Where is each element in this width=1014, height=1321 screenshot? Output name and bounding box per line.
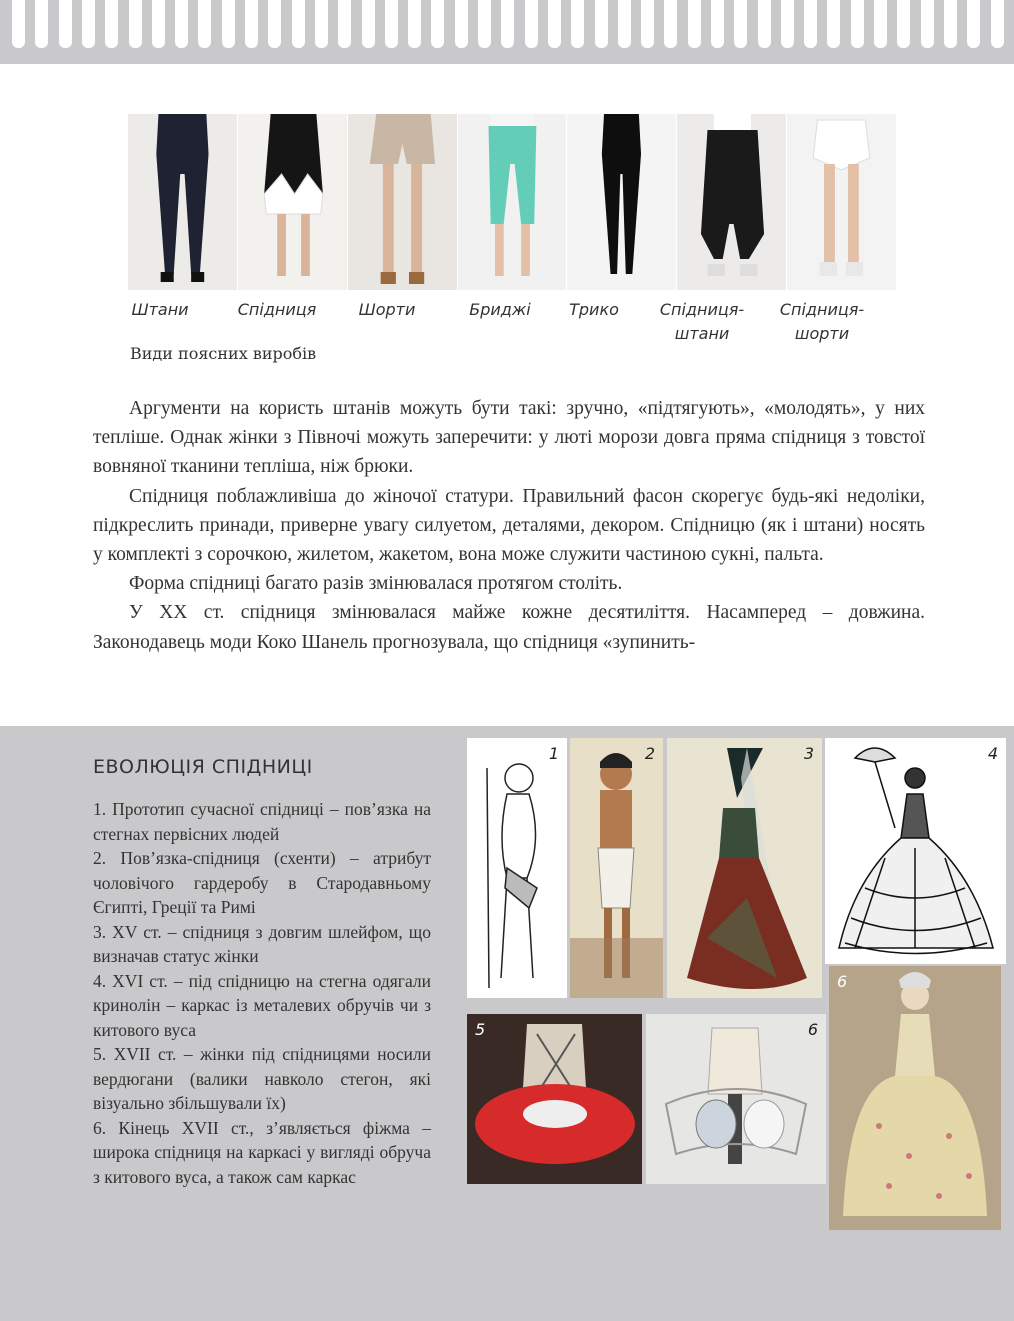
- binding-tab: [781, 0, 794, 48]
- breeches-photo: [458, 114, 568, 290]
- paragraph: Форма спідниці багато разів змінювалася протягом століть.: [129, 573, 623, 595]
- binding-tab: [571, 0, 584, 48]
- binding-tab: [82, 0, 95, 48]
- binding-tab: [711, 0, 724, 48]
- binding-tab: [874, 0, 887, 48]
- hist-image-medieval-dress: [667, 738, 822, 998]
- garment-label-skirt-shorts: Спідниця- шорти: [779, 300, 865, 343]
- garment-label-skirt-trousers: Спідниця- штани: [659, 300, 745, 343]
- binding-tab: [385, 0, 398, 48]
- hist-image-crinoline: [825, 738, 1006, 964]
- skirt-shorts-photo: [787, 114, 896, 290]
- binding-tab: [851, 0, 864, 48]
- hist-number: 6: [837, 972, 848, 991]
- evolution-title: ЕВОЛЮЦІЯ СПІДНИЦІ: [93, 756, 313, 778]
- paragraph: Спідниця поблажливіша до жіночої статури. Правильний фасон скорегує будь-які недоліки, підкреслить принади, приверне увагу силуетом, деталями, декором. Спідницю (як і штани) носять у комплекті з сорочкою, жилетом, жакетом, вона може служити частиною сукні, пальта.: [93, 485, 925, 566]
- page-binding-strip: [0, 0, 1014, 64]
- garment-label-breeches: Бриджі: [469, 300, 531, 319]
- binding-tab: [315, 0, 328, 48]
- binding-tab: [268, 0, 281, 48]
- binding-tab: [991, 0, 1004, 48]
- binding-tab: [618, 0, 631, 48]
- list-item: 3. XV ст. – спідниця з довгим шлейфом, що визначав статус жінки: [93, 921, 431, 966]
- skirt-trousers-photo: [677, 114, 787, 290]
- hist-number: 3: [803, 744, 814, 763]
- binding-tab: [688, 0, 701, 48]
- garment-label-leggings: Трико: [569, 300, 619, 319]
- binding-tab: [59, 0, 72, 48]
- binding-tab: [804, 0, 817, 48]
- binding-tab: [175, 0, 188, 48]
- garment-label-skirt: Спідниця: [237, 300, 317, 319]
- hist-image-corset-verdugado: [467, 1014, 642, 1184]
- binding-tab: [664, 0, 677, 48]
- binding-tab: [921, 0, 934, 48]
- binding-tab: [944, 0, 957, 48]
- paragraph: Аргументи на користь штанів можуть бути такі: зручно, «підтягують», «молодять», у них тепліше. Однак жінки з Півночі можуть заперечити: у люті морози довга пряма спідниця з товстої вовняної тканини тепліша, ніж брюки.: [93, 398, 925, 478]
- binding-tab: [967, 0, 980, 48]
- hist-image-corset-frame: [646, 1014, 826, 1184]
- list-item: 2. Пов’язка-спідниця (схенти) – атрибут чоловічого гардеробу в Стародавньому Єгипті, Греції та Римі: [93, 848, 431, 917]
- figure-caption: Види поясних виробів: [130, 344, 317, 363]
- list-item: 4. XVI ст. – під спідницю на стегна одягали кринолін – каркас із металевих обручів чи з китового вуса: [93, 970, 431, 1040]
- binding-tab: [455, 0, 468, 48]
- binding-tab: [758, 0, 771, 48]
- binding-tab: [245, 0, 258, 48]
- trousers-photo: [128, 114, 238, 290]
- binding-tab: [827, 0, 840, 48]
- binding-tab: [198, 0, 211, 48]
- binding-tab: [129, 0, 142, 48]
- hist-image-primitive-man: [467, 738, 567, 998]
- binding-tab: [734, 0, 747, 48]
- binding-tab: [431, 0, 444, 48]
- paragraph: У ХХ ст. спідниця змінювалася майже кожне десятиліття. Насамперед – довжина. Законодавець моди Коко Шанель прогнозувала, що спідниця «зупинить-: [93, 602, 925, 653]
- binding-tab: [35, 0, 48, 48]
- binding-tab: [105, 0, 118, 48]
- hist-number: 5: [475, 1020, 486, 1039]
- leggings-photo: [567, 114, 677, 290]
- hist-number: 6: [807, 1020, 818, 1039]
- hist-image-pannier-dress: [829, 966, 1001, 1230]
- skirt-photo: [238, 114, 348, 290]
- binding-tab: [408, 0, 421, 48]
- shorts-photo: [348, 114, 458, 290]
- binding-tab: [478, 0, 491, 48]
- list-item: 1. Прототип сучасної спідниці – пов’язка на стегнах первісних людей: [93, 799, 431, 844]
- list-item: 6. Кінець XVII ст., з’являється фіжма – широка спідниця на каркасі у вигляді обруча з китового вуса, а також сам каркас: [93, 1117, 431, 1187]
- binding-tab: [292, 0, 305, 48]
- body-text: [93, 394, 925, 657]
- binding-tab: [548, 0, 561, 48]
- binding-tab: [338, 0, 351, 48]
- binding-tab: [897, 0, 910, 48]
- binding-tab: [222, 0, 235, 48]
- binding-tab: [595, 0, 608, 48]
- hist-number: 1: [548, 744, 559, 763]
- hist-number: 4: [987, 744, 998, 763]
- garment-label-shorts: Шорти: [358, 300, 416, 319]
- binding-tab: [501, 0, 514, 48]
- hist-image-egyptian: [570, 738, 663, 998]
- binding-tab: [362, 0, 375, 48]
- binding-tab: [12, 0, 25, 48]
- garment-photo-strip: [128, 114, 896, 290]
- garment-label-trousers: Штани: [131, 300, 189, 319]
- evolution-list: [93, 797, 431, 1189]
- binding-tab: [525, 0, 538, 48]
- list-item: 5. XVII ст. – жінки під спідницями носили вердюгани (валики навколо стегон, які візуально збільшували їх): [93, 1044, 431, 1113]
- binding-tab: [152, 0, 165, 48]
- hist-number: 2: [644, 744, 655, 763]
- binding-tab: [641, 0, 654, 48]
